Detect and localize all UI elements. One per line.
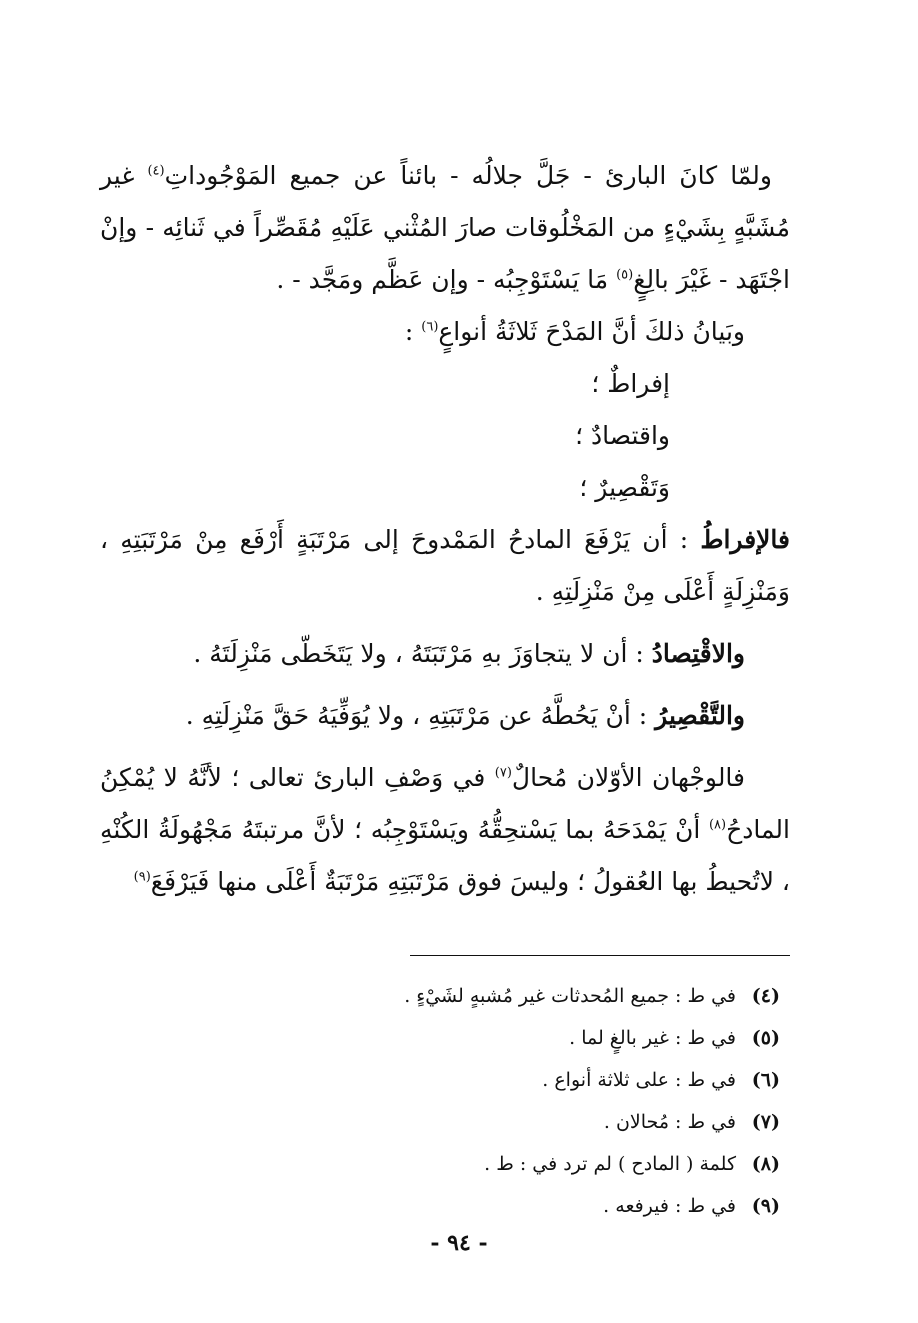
term-excess: فالإفراطُ	[700, 525, 790, 554]
footnote-ref-8[interactable]: (٨)	[708, 817, 727, 833]
footnote-number: (٩)	[751, 1195, 780, 1217]
footnote-number: (٤)	[751, 985, 780, 1007]
paragraph-1: ولمّا كانَ البارئ - جَلَّ جلالُه - بائناً عن جميع المَوْجُوداتِ$^{(٤)}$ غير مُشَبَّهٍ بِشَيْءٍ من المَخْلُوقات صارَ المُثْني عَلَيْهِ مُقَصِّراً في ثَنائِه - وإنْ اجْتَهَد - غَيْرَ بالِغٍ$^{(٥)}$ مَا يَسْتَوْجِبُه - وإن عَظَّم ومَجَّد - .	[100, 161, 790, 294]
footnote-7	[300, 1101, 780, 1143]
footnote-ref-4[interactable]: (٤)	[147, 163, 165, 179]
footnote-ref-7[interactable]: (٧)	[494, 765, 512, 781]
footnote-text: في ط : فيرفعه .	[603, 1195, 736, 1217]
footnote-text: في ط : مُحالان .	[603, 1111, 736, 1133]
footnote-number: (٧)	[751, 1111, 780, 1133]
footnotes	[300, 975, 780, 1227]
main-text	[100, 150, 790, 908]
paragraph-2: وبَيانُ ذلكَ أنَّ المَدْحَ ثَلاثَةُ أنواعٍ$^{(٦)}$ :	[404, 317, 745, 346]
page-number: - ٩٤ -	[430, 1230, 488, 1256]
footnote-6	[300, 1059, 780, 1101]
term-moderation: والاقْتِصادُ	[651, 639, 745, 668]
footnote-number: (٨)	[751, 1153, 780, 1175]
paragraph-5: والتَّقْصِيرُ : أنْ يَحُطَّهُ عن مَرْتَبَتِهِ ، ولا يُوَفِّيَهُ حَقَّ مَنْزِلَتِهِ .	[185, 701, 745, 730]
footnote-5	[300, 1017, 780, 1059]
footnote-number: (٦)	[751, 1069, 780, 1091]
footnote-number: (٥)	[751, 1027, 780, 1049]
list-item-moderation: واقتصادٌ ؛	[575, 421, 670, 450]
footnote-ref-9[interactable]: (٩)	[133, 869, 151, 885]
footnote-text: في ط : غير بالغٍ لما .	[569, 1027, 736, 1049]
list-item-excess: إفراطٌ ؛	[591, 369, 670, 398]
term-shortfall: والتَّقْصِيرُ	[655, 701, 745, 730]
paragraph-4: والاقْتِصادُ : أن لا يتجاوَزَ بهِ مَرْتَبَتَهُ ، ولا يَتَخَطّى مَنْزِلَتَهُ .	[193, 639, 745, 668]
paragraph-3: فالإفراطُ : أن يَرْفَعَ المادحُ المَمْدوحَ إلى مَرْتَبَةٍ أَرْفَع مِنْ مَرْتَبَتِهِ ، وَمَنْزِلَةٍ أَعْلَى مِنْ مَنْزِلَتِهِ .	[100, 525, 790, 606]
footnote-text: في ط : جميع المُحدثات غير مُشبهٍ لشَيْءٍ .	[404, 985, 736, 1007]
paragraph-6: فالوجْهان الأوّلان مُحالٌ$^{(٧)}$ في وَصْفِ البارئ تعالى ؛ لأنَّهُ لا يُمْكِنُ المادحُ$^{(٨)}$ أنْ يَمْدَحَهُ بما يَسْتحِقُّهُ ويَسْتَوْجِبُه ؛ لأنَّ مرتبتَهُ مَجْهُولَةُ الكُنْهِ ، لاتُحيطُ بها العُقولُ ؛ وليسَ فوق مَرْتَبَتِهِ مَرْتَبَةٌ أَعْلَى منها فَيَرْفَعَ$^{(٩)}$	[100, 763, 790, 896]
footnote-text: كلمة ( المادح ) لم ترد في : ط .	[484, 1153, 736, 1175]
footnote-ref-5[interactable]: (٥)	[616, 267, 634, 283]
footnote-9	[300, 1185, 780, 1227]
footnote-divider	[410, 955, 790, 956]
list-item-shortfall: وَتَقْصِيرٌ ؛	[579, 473, 670, 502]
footnote-text: في ط : على ثلاثة أنواع .	[542, 1069, 736, 1091]
footnote-ref-6[interactable]: (٦)	[421, 319, 439, 335]
footnote-8	[300, 1143, 780, 1185]
footnote-4	[300, 975, 780, 1017]
